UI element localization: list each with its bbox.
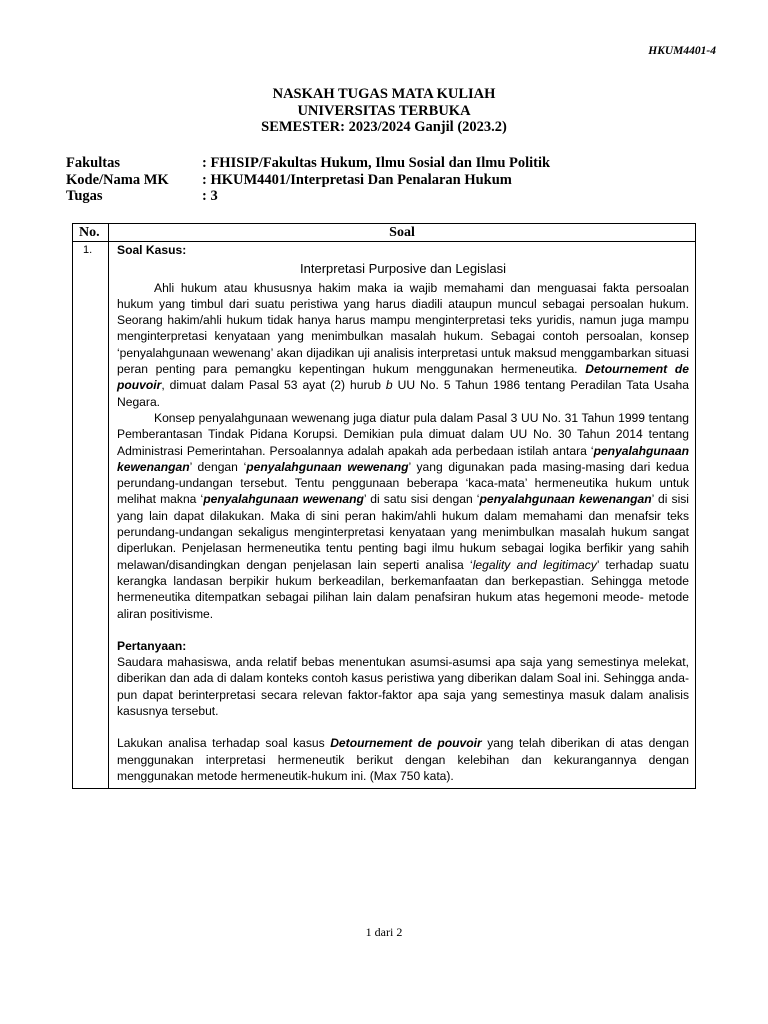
meta-row-mk <box>66 172 550 189</box>
task-text <box>117 735 689 784</box>
task-text-a: Lakukan analisa terhadap soal kasus <box>117 736 325 751</box>
p2-text-e: ’ yang digunakan pada masing-masing dari kedua perundang-undangan tersebut. Tentu penggunaan beberapa ‘kaca-mata’ hermeneutika hukum untuk melihat makna ‘ <box>117 459 689 507</box>
p2-text-a: Konsep penyalahgunaan wewenang juga diatur pula dalam Pasal 3 UU No. 31 Tahun 1999 tentang Pemberantasan Tindak Pidana Korupsi. Demikian pula dimuat dalam UU No. 30 Tahun 2014 tentang Administrasi Pemerintahan. Persoalannya adalah apakah ada perbedaan istilah antara ‘ <box>117 410 689 458</box>
document-title <box>0 86 768 136</box>
p1-text-a: Ahli hukum atau khususnya hakim maka ia wajib memahami dan menguasai fakta persoalan hukum yang timbul dari suatu peristiwa yang harus diadili ataupun muncul sebagai persoalan hukum. Seorang hakim/ahli hukum tidak hanya harus mampu menginterpretasi teks yuridis, namun juga mampu menginterpretasi kenyataan yang menimbulkan masalah hukum. Sebagai contoh persoalan, konsep ‘penyalahgunaan wewenang’ akan dijadikan uji analisis interpretasi untuk maksud menggambarkan situasi peran penting para pemangku kepentingan hukum menggunakan hermeneutika. <box>117 280 689 377</box>
paragraph-1 <box>117 280 689 410</box>
paragraph-2 <box>117 410 689 622</box>
page-number: 1 dari 2 <box>365 925 403 939</box>
question-text: Saudara mahasiswa, anda relatif bebas menentukan asumsi-asumsi apa saja yang semestinya melekat, diberikan dan ada di dalam konteks contoh kasus peristiwa yang diberikan dalam Soal ini. Sehingga anda-pun dapat berinterpretasi secara relevan faktor-faktor apa saja yang semestinya masuk dalam analisis kasusnya tersebut. <box>117 655 689 719</box>
task-text-c: yang telah diberikan di atas dengan menggunakan interpretasi hermeneutik berikut dengan kelebihan dan kekurangannya dengan menggunakan metode hermeneutik-hukum ini. (Max 750 kata). <box>117 736 689 783</box>
meta-row-tugas <box>66 188 550 205</box>
p2-text-k: ’ terhadap suatu kerangka landasan berpikir hukum berkeadilan, berkemanfaatan dan berkepastian. Sehingga metode hermeneutika ditempatkan sebagai pilihan lain dalam penafsiran hukum atas hegemoni meode- metode aliran positivisme. <box>117 557 689 621</box>
p2-term-5: legality and legitimacy <box>472 557 597 572</box>
header-soal: Soal <box>389 225 415 240</box>
case-title: Interpretasi Purposive dan Legislasi <box>300 261 506 277</box>
title-line-3: SEMESTER: 2023/2024 Ganjil (2023.2) <box>261 119 507 135</box>
fakultas-value: : FHISIP/Fakultas Hukum, Ilmu Sosial dan Ilmu Politik <box>202 155 551 171</box>
question-table <box>72 223 696 789</box>
document-code: HKUM4401-4 <box>648 45 716 57</box>
p1-text-e: UU No. 5 Tahun 1986 tentang Peradilan Tata Usaha Negara. <box>117 378 689 409</box>
question-content <box>109 242 695 788</box>
table-header <box>73 224 695 242</box>
header-no: No. <box>73 224 109 241</box>
p2-text-i: ’ di sisi yang lain dapat dilakukan. Maka di sini peran hakim/ahli hukum dalam memahami dan menafsir teks perundang-undangan sekaligus menginterpretasi kenyataan yang menimbulkan masalah hukum sangat diperlukan. Penjelasan hermeneutika tentu penting bagi ilmu hukum sebagai logika berfikir yang sahih melawan/disandingkan dengan penjelasan lain seperti analisa ‘ <box>117 492 689 572</box>
mk-value: : HKUM4401/Interpretasi Dan Penalaran Hukum <box>202 171 512 188</box>
p2-text-g: ’ di satu sisi dengan ‘ <box>363 492 480 507</box>
p2-text-c: ’ dengan ‘ <box>189 459 247 474</box>
mk-label: Kode/Nama MK <box>66 171 169 188</box>
table-row <box>73 242 695 788</box>
meta-row-fakultas <box>66 155 550 172</box>
fakultas-label: Fakultas <box>66 155 120 171</box>
case-label: Soal Kasus: <box>117 243 187 257</box>
p2-term-3: penyalahgunaan wewenang <box>203 492 364 507</box>
tugas-label: Tugas <box>66 188 103 204</box>
p1-term: Detournement de pouvoir <box>117 362 689 393</box>
title-line-1: NASKAH TUGAS MATA KULIAH <box>272 86 496 102</box>
row-number: 1. <box>73 242 109 788</box>
course-meta <box>66 155 550 205</box>
p1-letter: b <box>385 378 393 393</box>
task-term: Detournement de pouvoir <box>330 736 482 751</box>
question-label: Pertanyaan: <box>117 638 187 653</box>
p1-text-c: , dimuat dalam Pasal 53 ayat (2) hurub <box>161 378 381 393</box>
tugas-value: : 3 <box>202 188 218 204</box>
p2-term-1: penyalahgunaan kewenangan <box>117 443 689 474</box>
p2-term-4: penyalahgunaan kewenangan <box>479 492 652 507</box>
title-line-2: UNIVERSITAS TERBUKA <box>297 102 471 119</box>
p2-term-2: penyalahgunaan wewenang <box>246 459 409 474</box>
